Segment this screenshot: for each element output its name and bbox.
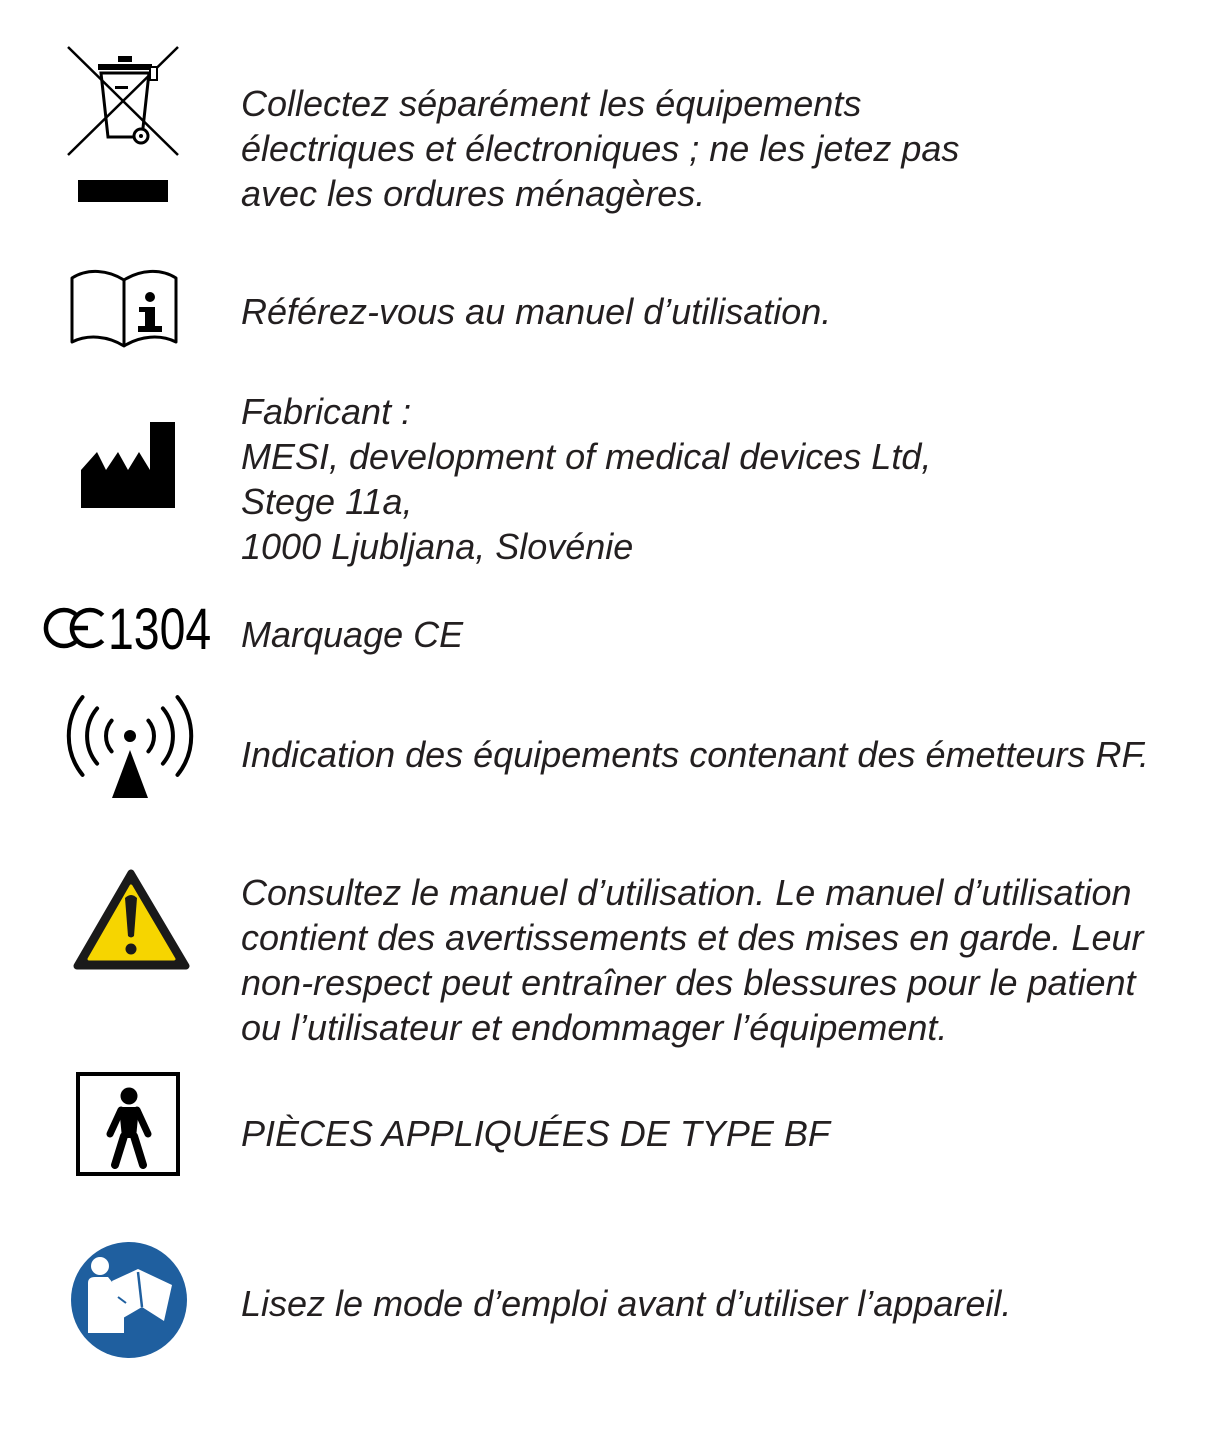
manufacturer-factory-icon <box>78 420 178 512</box>
symbol-description <box>241 389 931 569</box>
description-line: non-respect peut entraîner des blessures pour le patient <box>241 962 1136 1003</box>
description-line: avec les ordures ménagères. <box>241 173 706 214</box>
description-line: Fabricant : <box>241 391 412 432</box>
description-line: Collectez séparément les équipements <box>241 83 862 124</box>
description-line: PIÈCES APPLIQUÉES DE TYPE BF <box>241 1113 830 1154</box>
ce-mark-icon <box>40 602 108 654</box>
type-bf-applied-part-icon <box>74 1070 184 1180</box>
description-line: électriques et électroniques ; ne les jetez pas <box>241 128 960 169</box>
symbol-description <box>241 289 831 334</box>
symbol-description <box>241 1111 830 1156</box>
description-line: 1000 Ljubljana, Slovénie <box>241 526 634 567</box>
non-ionizing-radiation-icon <box>66 693 195 803</box>
description-line: Marquage CE <box>241 614 464 655</box>
symbol-description <box>241 1281 1011 1326</box>
description-line: Consultez le manuel d’utilisation. Le manuel d’utilisation <box>241 872 1132 913</box>
description-line: Stege 11a, <box>241 481 413 522</box>
symbol-description <box>241 732 1149 777</box>
description-line: ou l’utilisateur et endommager l’équipement. <box>241 1007 948 1048</box>
notified-body-number: 1304 <box>108 597 212 662</box>
read-instructions-icon <box>68 1241 190 1363</box>
symbol-description <box>241 870 1143 1050</box>
consult-manual-icon <box>70 268 178 352</box>
description-line: Indication des équipements contenant des émetteurs RF. <box>241 734 1149 775</box>
symbol-description <box>241 612 463 657</box>
symbol-description <box>241 81 959 216</box>
description-line: Lisez le mode d’emploi avant d’utiliser l’appareil. <box>241 1283 1012 1324</box>
description-line: Référez-vous au manuel d’utilisation. <box>241 291 832 332</box>
description-line: MESI, development of medical devices Ltd, <box>241 436 932 477</box>
warning-triangle-icon <box>73 868 191 972</box>
description-line: contient des avertissements et des mises en garde. Leur <box>241 917 1144 958</box>
weee-crossed-bin-icon <box>66 43 182 207</box>
